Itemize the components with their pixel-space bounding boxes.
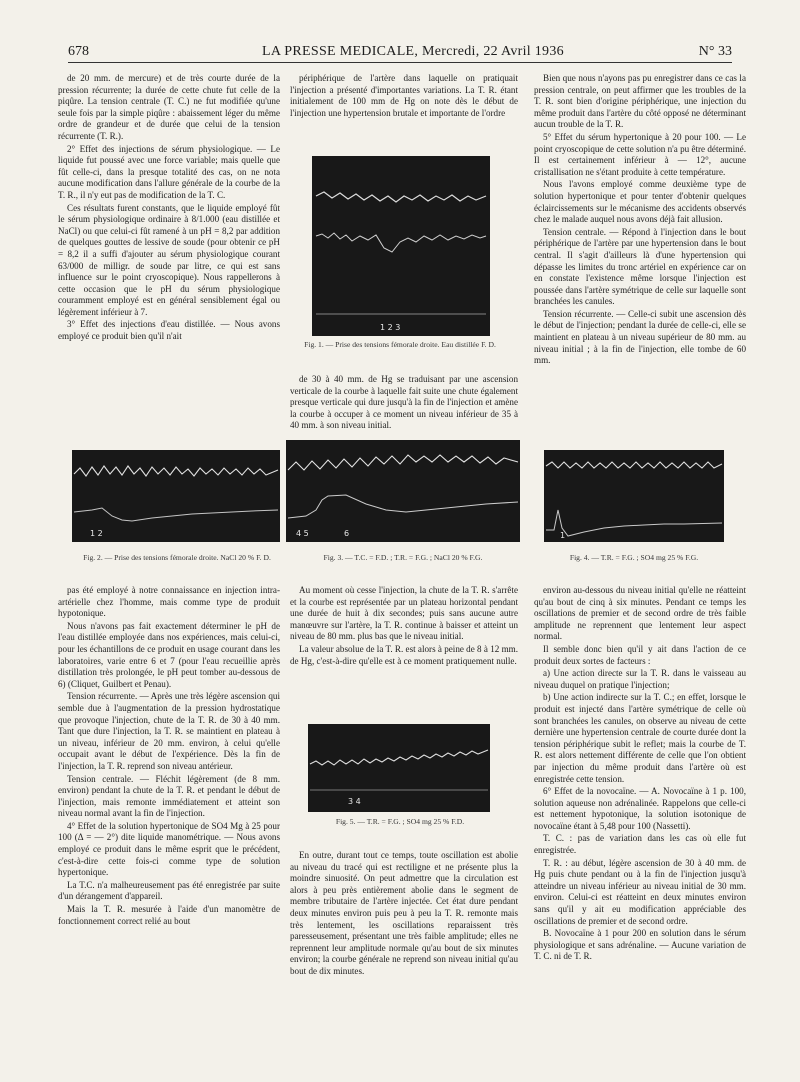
- paragraph: Tension centrale. — Répond à l'injection dans le bout périphérique de l'artère par une hypertension dans le bout central. Il s'agit d'ailleurs là d'une hypertension qui dépasse les limites du tronc artériel en expérience car on en constate l'existence même lorsque l'injection est poussée dans l'artère symétrique de celle sur laquelle sont branchées les canules.: [534, 226, 746, 307]
- paragraph: 3° Effet des injections d'eau distillée. — Nous avons employé ce produit bien qu'il n'ait: [58, 319, 280, 342]
- figure-2-caption: Fig. 2. — Prise des tensions fémorale droite. NaCl 20 % F. D.: [83, 553, 271, 562]
- paragraph: b) Une action indirecte sur la T. C.; en effet, lorsque le produit est injecté dans l'artère symétrique de celle où sont branchées les canules, on observe au niveau de cette dernière une hypertension centrale de courte durée dont la tension périphérique subit le reflet; mais la courbe de T. R. est alors nettement différente de celle que l'on obtient par injection du même produit dans l'artère où est enregistrée cette tension.: [534, 692, 746, 784]
- trace-marker-label: 1 2 3: [380, 323, 401, 332]
- paragraph: Ces résultats furent constants, que le liquide employé fût le sérum physiologique ordinaire à 8/1.000 (eau distillée et NaCl) ou que celui-ci fût ramené à un pH = 8,2 par addition de quelques gouttes de lessive de soude (pour obtenir ce pH = 8,2 il a suffi d'ajouter au sérum physiologique courant 63/000 de milligr. de soude par litre, ce qui est sans influence sur le point cryoscopique). Nous rappellerons à cette occasion que le pH du sérum physiologique couramment employé est en général sensiblement égal ou légèrement inférieur à 7.: [58, 202, 280, 317]
- pressure-trace-upper: [74, 466, 278, 476]
- paragraph: Tension centrale. — Fléchit légèrement (de 8 mm. environ) pendant la chute de la T. R. et pendant le début de l'injection, mais remonte immédiatement et atteint son niveau normal avant la fin de l'injection.: [58, 773, 280, 819]
- trace-marker-label: 1: [560, 531, 566, 540]
- text-column-1-bottom: [58, 585, 280, 1065]
- journal-title: LA PRESSE MEDICALE, Mercredi, 22 Avril 1936: [262, 44, 564, 59]
- figure-2-trace: [72, 450, 280, 542]
- paragraph: de 20 mm. de mercure) et de très courte durée de la pression récurrente; la durée de cette chute fut celle de la piqûre. La tension centrale (T. C.) ne fut modifiée qu'une seule fois par la simple piqûre : abaissement léger du même ordre de grandeur et de durée que celui de la tension récurrente (T. R.).: [58, 73, 280, 141]
- pressure-trace-lower: [74, 508, 278, 521]
- paragraph: périphérique de l'artère dans laquelle on pratiquait l'injection a présenté d'importantes variations. La T. R. étant initialement de 100 mm de Hg on note dès le début de l'injection une hypertension brutale et importante de l'ordre: [290, 73, 518, 118]
- paragraph: T. R. : au début, légère ascension de 30 à 40 mm. de Hg puis chute pendant ou à la fin de l'injection jusqu'à atteindre un niveau inférieur au niveau initial de 30 mm. environ. Celui-ci est réatteint en deux minutes environ sans qu'il y ait eu modification appréciable des oscillations de premier et de second ordre.: [534, 857, 746, 926]
- trace-marker-label: 3 4: [348, 797, 361, 806]
- figure-3-caption: Fig. 3. — T.C. = F.D. ; T.R. = F.G. ; NaCl 20 % F.G.: [323, 553, 483, 562]
- text-column-1-top: [58, 73, 280, 391]
- pressure-trace-upper: [288, 455, 518, 470]
- paragraph: environ au-dessous du niveau initial qu'elle ne réatteint qu'au bout de cinq à six minutes. Pendant ce temps les oscillations de premier et de second ordre de très faible amplitude ne reprennent que lentement leur aspect normal.: [534, 585, 746, 642]
- figure-5-caption: Fig. 5. — T.R. = F.G. ; SO4 mg 25 % F.D.: [335, 817, 465, 826]
- paragraph: Tension récurrente. — Celle-ci subit une ascension dès le début de l'injection; pendant la durée de celle-ci, elle se maintient en plateau à un niveau supérieur de 80 mm. au niveau initial ; à la fin de l'injection, elle tombe de 60 mm.: [534, 308, 746, 366]
- trace-marker-label: 4 5: [296, 529, 309, 538]
- text-column-3-top: [534, 73, 746, 403]
- pressure-trace-lower: [546, 510, 722, 536]
- pressure-trace-upper: [546, 462, 722, 468]
- text-column-2-bottom: [290, 850, 518, 1065]
- paragraph: La T.C. n'a malheureusement pas été enregistrée par suite d'un dérangement d'appareil.: [58, 879, 280, 902]
- paragraph: Bien que nous n'ayons pas pu enregistrer dans ce cas la pression centrale, on peut affirmer que les troubles de la T. R. sont bien d'origine périphérique, une injection du même produit dans l'artère du côté opposé ne déterminant aucun trouble de la T. R.: [534, 73, 746, 130]
- paragraph: En outre, durant tout ce temps, toute oscillation est abolie au niveau du tracé qui est rectiligne et ne présente plus la moindre sinuosité. On peut admettre que la circulation est alors à peu près entièrement abolie dans le segment de membre tributaire de l'artère injectée. Cet état dure pendant deux minutes environ puis peu à peu la T. R. remonte mais très lentement, les oscillations reparaissent très paresseusement, présentant une très faible amplitude; elles ne reprennent leur amplitude normale qu'au bout de six minutes environ; la courbe générale ne reprend son niveau initial qu'au bout de dix minutes.: [290, 850, 518, 976]
- paragraph: Au moment où cesse l'injection, la chute de la T. R. s'arrête et la courbe est représentée par un plateau horizontal pendant une durée de huit à dix secondes; puis sans aucune autre manœuvre sur l'artère, la T. R. continue à baisser et atteint un niveau de 80 mm. plus bas que le niveau initial.: [290, 585, 518, 642]
- page-header: [68, 42, 732, 63]
- text-column-2-lower: [290, 585, 518, 725]
- pressure-trace-lower: [288, 495, 518, 518]
- paragraph: pas été employé à notre connaissance en injection intra-artérielle chez l'homme, mais comme type de produit hypotonique.: [58, 585, 280, 619]
- figure-3-trace: [286, 440, 520, 542]
- figure-1-caption: Fig. 1. — Prise des tensions fémorale droite. Eau distillée F. D.: [304, 340, 496, 349]
- figure-4-trace: [544, 450, 724, 542]
- paragraph: 4° Effet de la solution hypertonique de SO4 Mg à 25 pour 100 (Δ = — 2°) dite liquide manométrique. — Nous avons employé ce produit dans le même esprit que le précédent, c'est-à-dire cette fois-ci comme type de solution hypertonique.: [58, 820, 280, 878]
- pressure-trace-upper: [310, 750, 488, 765]
- text-column-2-top: [290, 73, 518, 159]
- issue-number: N° 33: [698, 44, 732, 59]
- paragraph: Il semble donc bien qu'il y ait dans l'action de ce produit deux sortes de facteurs :: [534, 643, 746, 666]
- figure-5-trace: [308, 724, 490, 812]
- paragraph: Tension récurrente. — Après une très légère ascension qui semble due à l'augmentation de la pression hydrostatique que provoque l'injection, chute de la T. R. de 30 à 40 mm. Tant que dure l'injection, la T. R. se maintient en plateau à un niveau, inférieur de 20 mm. environ, à celui qu'elle occupait avant le début de l'expérience. Dès la fin de l'injection, la T. R. reprend son niveau antérieur.: [58, 691, 280, 771]
- trace-marker-label: 6: [344, 529, 350, 538]
- paragraph: 6° Effet de la novocaïne. — A. Novocaïne à 1 p. 100, solution aqueuse non adrénalinée. Rappelons que celle-ci est nettement hypotonique, la solution isotonique de novocaïne étant à 5,48 pour 100 (Nassetti).: [534, 786, 746, 831]
- figure-4-caption: Fig. 4. — T.R. = F.G. ; SO4 mg 25 % F.G.: [569, 553, 699, 562]
- pressure-trace-lower: [316, 233, 486, 252]
- paragraph: T. C. : pas de variation dans les cas où elle fut enregistrée.: [534, 833, 746, 856]
- paragraph: 5° Effet du sérum hypertonique à 20 pour 100. — Le point cryoscopique de cette solution n'a pu être déterminé. Il est certainement inférieur à — 12°, aucune cristallisation ne s'étant produite à cette température.: [534, 131, 746, 177]
- paragraph: B. Novocaïne à 1 pour 200 en solution dans le sérum physiologique et sans adrénaline. — Aucune variation de T. C. ni de T. R.: [534, 928, 746, 962]
- paragraph: La valeur absolue de la T. R. est alors à peine de 8 à 12 mm. de Hg, c'est-à-dire qu'elle est à ce moment pratiquement nulle.: [290, 643, 518, 666]
- paragraph: de 30 à 40 mm. de Hg se traduisant par une ascension verticale de la courbe à laquelle fait suite une chute également presque verticale qui dure jusqu'à la fin de l'injection et amène la courbe à occuper à ce moment un niveau inférieur de 35 à 40 mm. à son niveau initial.: [290, 374, 518, 431]
- paragraph: Nous l'avons employé comme deuxième type de solution hypertonique et pour tenter d'obtenir quelques éclaircissements sur le mécanisme des accidents observés chez le malade auquel nous avons déjà fait allusion.: [534, 179, 746, 225]
- page-number: 678: [68, 44, 89, 59]
- paragraph: a) Une action directe sur la T. R. dans le vaisseau au niveau duquel on pratique l'injection;: [534, 668, 746, 690]
- pressure-trace-upper: [316, 192, 486, 202]
- text-column-3-bottom: [534, 585, 746, 1065]
- paragraph: Nous n'avons pas fait exactement déterminer le pH de l'eau distillée employée dans nos expériences, mais celui-ci, pour les échantillons de ce produit en usage courant dans les laboratoires, varie entre 6 et 7 (pour l'eau recueillie après distillation très prolongée, le pH peut tomber au-dessous de 6) (Cliquet, Guilbert et Penau).: [58, 620, 280, 689]
- paragraph: 2° Effet des injections de sérum physiologique. — Le liquide fut poussé avec une force variable; mais quelle que fût celle-ci, dans la presque totalité des cas, on ne nota aucune modification dans l'allure générale de la courbe de la T. R., il n'y eut pas de modification de la T. C.: [58, 143, 280, 200]
- figure-1-trace: [312, 156, 490, 336]
- paragraph: Mais la T. R. mesurée à l'aide d'un manomètre de fonctionnement correct relié au bout: [58, 904, 280, 926]
- trace-marker-label: 1 2: [90, 529, 103, 538]
